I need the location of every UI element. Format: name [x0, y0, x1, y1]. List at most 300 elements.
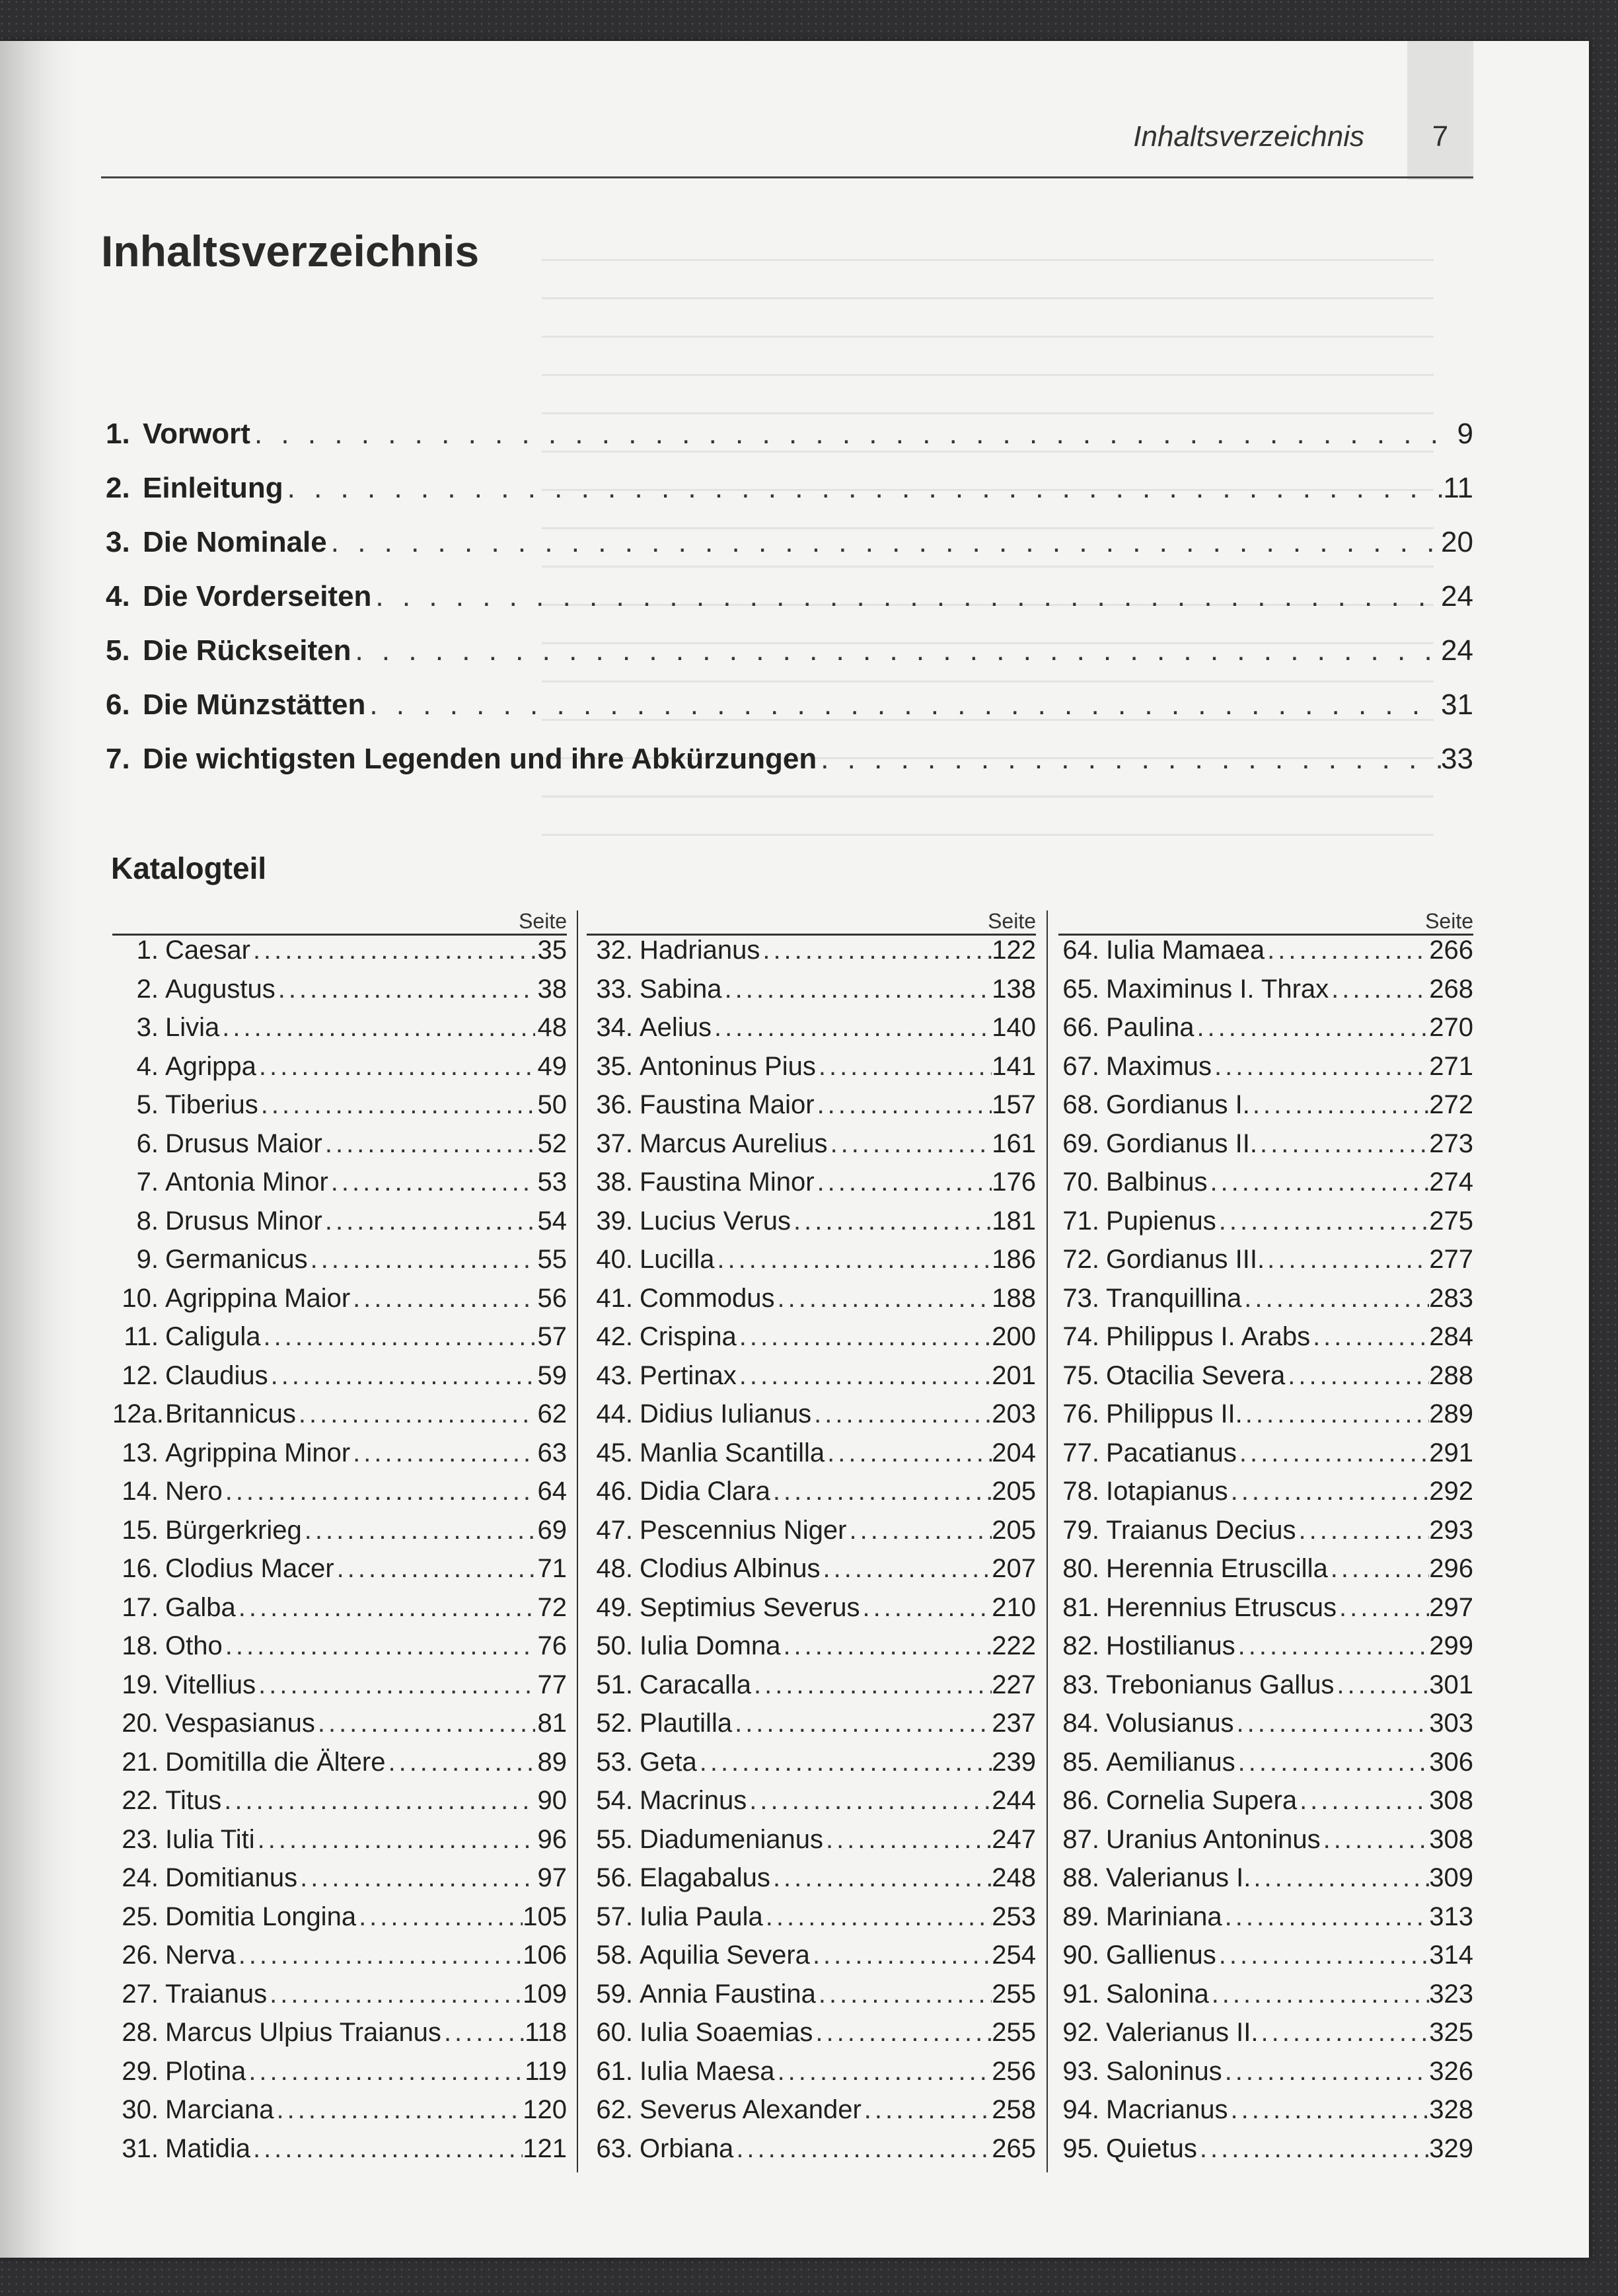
catalog-entry-page: 55: [537, 1245, 567, 1274]
page-number: 7: [1432, 120, 1449, 153]
catalog-entry-page: 299: [1429, 1631, 1473, 1660]
catalog-entry-name: Iulia Soaemias: [640, 2018, 813, 2047]
catalog-entry-name: Drusus Maior: [165, 1129, 322, 1158]
catalog-entry: [112, 1902, 567, 1941]
leader-dots: [1228, 1477, 1430, 1506]
catalog-entry: [112, 975, 567, 1014]
catalog-column-1: [112, 905, 567, 2174]
catalog-entry-page: 306: [1429, 1747, 1473, 1777]
catalog-entry-name: Traianus Decius: [1106, 1515, 1296, 1545]
catalog-entry-number: 32.: [596, 936, 633, 965]
leader-dots: [1337, 1593, 1429, 1623]
catalog-entry-page: 255: [992, 1979, 1036, 2009]
toc-title: Inhaltsverzeichnis: [101, 227, 480, 276]
catalog-entry: [1058, 975, 1473, 1014]
catalog-entry: [587, 1052, 1036, 1091]
catalog-entry-page: 271: [1429, 1051, 1473, 1081]
toc-entry: [106, 634, 1473, 688]
catalog-entry-page: 265: [992, 2133, 1036, 2163]
catalog-entry-page: 140: [992, 1013, 1036, 1042]
catalog-entry: [587, 1631, 1036, 1670]
catalog-entry-name: Macrianus: [1106, 2095, 1228, 2124]
column-separator: [577, 910, 578, 2172]
catalog-entry-page: 323: [1429, 1979, 1473, 2009]
catalog-entry-page: 69: [537, 1515, 567, 1545]
leader-dots: [722, 975, 992, 1004]
catalog-entry-name: Antoninus Pius: [640, 1051, 816, 1081]
catalog-entry-number: 63.: [596, 2133, 633, 2163]
catalog-entry-page: 157: [992, 1090, 1036, 1119]
leader-dots: [1259, 2018, 1430, 2048]
catalog-entry-page: 122: [992, 936, 1036, 965]
leader-dots: [1235, 1631, 1430, 1661]
catalog-entry: [587, 975, 1036, 1014]
catalog-entry: [1058, 1593, 1473, 1632]
catalog-entry-number: 70.: [1062, 1167, 1099, 1197]
catalog-entry: [1058, 936, 1473, 975]
catalog-entry-page: 204: [992, 1438, 1036, 1467]
catalog-entry-number: 19.: [122, 1670, 159, 1699]
catalog-entry-number: 77.: [1062, 1438, 1099, 1467]
leader-dots: [256, 1052, 535, 1082]
leader-dots: [770, 1863, 992, 1893]
catalog-entry-page: 273: [1429, 1129, 1473, 1158]
catalog-entry: [112, 1554, 567, 1593]
catalog-entry-name: Balbinus: [1106, 1167, 1208, 1197]
catalog-entry-name: Severus Alexander: [640, 2095, 862, 2124]
catalog-entry: [587, 1438, 1036, 1477]
catalog-entry: [1058, 1516, 1473, 1555]
toc-entry-title: Einleitung: [143, 472, 283, 504]
leader-dots: [296, 1399, 535, 1429]
catalog-entry: [112, 2134, 567, 2173]
catalog-entry-name: Claudius: [165, 1360, 268, 1390]
leader-dots: [268, 1361, 535, 1391]
catalog-entry: [587, 2134, 1036, 2173]
catalog-entry-number: 38.: [596, 1167, 633, 1197]
leader-dots: [847, 1516, 992, 1545]
catalog-entry: [112, 1670, 567, 1709]
leader-dots: [1228, 2095, 1430, 2125]
leader-dots: [327, 526, 1441, 559]
catalog-entry-number: 25.: [122, 1902, 159, 1931]
catalog-entry: [1058, 2134, 1473, 2173]
catalog-entry-name: Aquilia Severa: [640, 1941, 810, 1970]
catalog-entry: [1058, 1748, 1473, 1787]
leader-dots: [302, 1516, 535, 1545]
toc-entry-page: 33: [1441, 743, 1473, 775]
catalog-entry-name: Philippus II.: [1106, 1399, 1243, 1428]
leader-dots: [817, 743, 1441, 776]
catalog-entry-name: Tranquillina: [1106, 1283, 1242, 1313]
book-spine-shadow: [0, 41, 79, 2258]
catalog-entry-name: Galba: [165, 1592, 236, 1622]
catalog-entry-page: 54: [537, 1206, 567, 1236]
catalog-entry: [587, 1477, 1036, 1516]
catalog-entry: [112, 1593, 567, 1632]
catalog-entry-page: 248: [992, 1863, 1036, 1892]
leader-dots: [815, 1090, 992, 1120]
catalog-entry-number: 88.: [1062, 1863, 1099, 1892]
catalog-entry-name: Domitia Longina: [165, 1902, 357, 1931]
catalog-entry-name: Clodius Macer: [165, 1554, 334, 1583]
catalog-entry-page: 105: [523, 1902, 567, 1931]
leader-dots: [697, 1748, 992, 1777]
catalog-entry-number: 89.: [1062, 1902, 1099, 1931]
catalog-entry: [587, 2018, 1036, 2057]
leader-dots: [714, 1245, 992, 1275]
leader-dots: [308, 1245, 535, 1275]
catalog-entry-page: 53: [537, 1167, 567, 1197]
leader-dots: [813, 2018, 992, 2048]
catalog-entry-name: Agrippina Minor: [165, 1438, 351, 1467]
catalog-entry-name: Nero: [165, 1477, 223, 1506]
catalog-entry: [112, 1167, 567, 1206]
toc-entry: [106, 418, 1473, 472]
catalog-entry-page: 284: [1429, 1322, 1473, 1351]
catalog-entry-name: Herennius Etruscus: [1106, 1592, 1337, 1622]
catalog-entry-number: 62.: [596, 2095, 633, 2124]
catalog-entry-number: 46.: [596, 1477, 633, 1506]
catalog-entry-number: 1.: [136, 936, 159, 965]
catalog-entry-name: Salonina: [1106, 1979, 1209, 2009]
catalog-entry-page: 222: [992, 1631, 1036, 1660]
catalog-entry-number: 29.: [122, 2056, 159, 2086]
leader-dots: [1237, 1438, 1429, 1468]
catalog-entry-name: Maximinus I. Thrax: [1106, 974, 1329, 1004]
catalog-entry-name: Gordianus III.: [1106, 1245, 1265, 1274]
catalog-entry-page: 96: [537, 1824, 567, 1854]
toc-entry-page: 20: [1441, 526, 1473, 558]
catalog-entry-number: 95.: [1062, 2133, 1099, 2163]
catalog-entry: [1058, 2018, 1473, 2057]
leader-dots: [1241, 1284, 1429, 1314]
catalog-entry-number: 76.: [1062, 1399, 1099, 1428]
catalog-entry-page: 188: [992, 1283, 1036, 1313]
leader-dots: [365, 688, 1441, 722]
catalog-entry-name: Gallienus: [1106, 1941, 1216, 1970]
catalog-entry-page: 200: [992, 1322, 1036, 1351]
leader-dots: [255, 1825, 535, 1855]
catalog-entry-name: Iulia Paula: [640, 1902, 763, 1931]
leader-dots: [1251, 1863, 1429, 1893]
catalog-entry: [587, 1748, 1036, 1787]
page-tab: [1407, 41, 1473, 180]
catalog-entry-number: 74.: [1062, 1322, 1099, 1351]
leader-dots: [860, 1593, 992, 1623]
catalog-entry-number: 75.: [1062, 1360, 1099, 1390]
catalog-entry-name: Gordianus II.: [1106, 1129, 1258, 1158]
catalog-entry-number: 64.: [1062, 936, 1099, 965]
catalog-entry-name: Tiberius: [165, 1090, 258, 1119]
catalog-entry-name: Plotina: [165, 2056, 246, 2086]
catalog-entry: [112, 1709, 567, 1748]
catalog-entry-name: Drusus Minor: [165, 1206, 322, 1236]
catalog-entry-page: 293: [1429, 1515, 1473, 1545]
catalog-entry-name: Plautilla: [640, 1709, 733, 1738]
catalog-entry-number: 83.: [1062, 1670, 1099, 1699]
leader-dots: [1257, 1129, 1429, 1159]
catalog-entry-number: 87.: [1062, 1824, 1099, 1854]
catalog-entry-page: 275: [1429, 1206, 1473, 1236]
catalog-entry-page: 38: [537, 974, 567, 1004]
toc-entry: [106, 743, 1473, 797]
catalog-entry-number: 42.: [596, 1322, 633, 1351]
book-page: [0, 41, 1589, 2258]
catalog-entry: [587, 1206, 1036, 1245]
catalog-entry-name: Pertinax: [640, 1360, 737, 1390]
catalog-entry-page: 59: [537, 1360, 567, 1390]
catalog-entry-page: 283: [1429, 1283, 1473, 1313]
catalog-entry: [112, 1438, 567, 1477]
catalog-entry-name: Lucilla: [640, 1245, 715, 1274]
catalog-entry: [112, 1748, 567, 1787]
catalog-entry: [587, 1167, 1036, 1206]
catalog-entry-name: Valerianus II.: [1106, 2018, 1259, 2047]
catalog-entry-page: 227: [992, 1670, 1036, 1699]
toc-entry-page: 31: [1441, 688, 1473, 721]
catalog-entry: [1058, 1129, 1473, 1168]
catalog-entry-name: Maximus: [1106, 1051, 1212, 1081]
leader-dots: [250, 2134, 523, 2164]
leader-dots: [258, 1090, 535, 1120]
catalog-entry-page: 239: [992, 1747, 1036, 1777]
catalog-entry-number: 43.: [596, 1360, 633, 1390]
leader-dots: [1222, 2057, 1430, 2087]
leader-dots: [315, 1709, 535, 1738]
toc-entry-number: 1.: [106, 418, 130, 450]
catalog-entry-number: 6.: [136, 1129, 159, 1158]
leader-dots: [825, 1438, 992, 1468]
catalog-entry-number: 58.: [596, 1941, 633, 1970]
leader-dots: [350, 1438, 535, 1468]
catalog-entry-page: 277: [1429, 1245, 1473, 1274]
catalog-entry: [587, 1322, 1036, 1361]
catalog-entry-name: Trebonianus Gallus: [1106, 1670, 1335, 1699]
toc-entry-number: 2.: [106, 472, 130, 504]
catalog-entry-number: 71.: [1062, 1206, 1099, 1236]
catalog-entry-name: Pacatianus: [1106, 1438, 1237, 1467]
toc-entry-number: 4.: [106, 580, 130, 612]
leader-dots: [267, 1980, 523, 2009]
leader-dots: [261, 1322, 535, 1352]
catalog-entry-page: 138: [992, 974, 1036, 1004]
catalog-entry: [112, 1863, 567, 1902]
toc-entry-page: 24: [1441, 634, 1473, 667]
catalog-entry: [112, 936, 567, 975]
catalog-entry-page: 268: [1429, 974, 1473, 1004]
catalog-entry: [1058, 2057, 1473, 2096]
catalog-entry-page: 247: [992, 1824, 1036, 1854]
catalog-entry: [112, 1516, 567, 1555]
leader-dots: [1296, 1516, 1430, 1545]
leader-dots: [821, 1554, 992, 1584]
catalog-entry-number: 30.: [122, 2095, 159, 2124]
leader-dots: [775, 2057, 992, 2087]
catalog-entry-number: 28.: [122, 2018, 159, 2047]
catalog-entry-number: 73.: [1062, 1283, 1099, 1313]
catalog-entry-name: Britannicus: [165, 1399, 296, 1428]
catalog-entry-number: 9.: [136, 1245, 159, 1274]
catalog-entry-name: Livia: [165, 1013, 220, 1042]
leader-dots: [371, 580, 1441, 613]
catalog-entry-name: Augustus: [165, 974, 276, 1004]
catalog-entry-name: Septimius Severus: [640, 1592, 860, 1622]
catalog-entry-number: 8.: [136, 1206, 159, 1236]
catalog-entry: [112, 1090, 567, 1129]
leader-dots: [322, 1129, 535, 1159]
catalog-entry: [587, 1516, 1036, 1555]
catalog-entry: [112, 2018, 567, 2057]
catalog-entry-number: 2.: [136, 974, 159, 1004]
catalog-entry-page: 62: [537, 1399, 567, 1428]
catalog-entry-number: 85.: [1062, 1747, 1099, 1777]
catalog-entry-number: 15.: [122, 1515, 159, 1545]
catalog-entry-page: 292: [1429, 1477, 1473, 1506]
leader-dots: [791, 1206, 992, 1236]
catalog-entry-page: 308: [1429, 1824, 1473, 1854]
catalog-entry: [587, 1090, 1036, 1129]
catalog-entry-name: Otho: [165, 1631, 223, 1660]
catalog-entry: [587, 1786, 1036, 1825]
leader-dots: [760, 936, 992, 965]
catalog-entry-name: Manlia Scantilla: [640, 1438, 825, 1467]
catalog-entry-number: 10.: [122, 1283, 159, 1313]
leader-dots: [1216, 1206, 1429, 1236]
catalog-entry-number: 66.: [1062, 1013, 1099, 1042]
catalog-entry-name: Traianus: [165, 1979, 268, 2009]
catalog-entry-name: Didius Iulianus: [640, 1399, 812, 1428]
catalog-entry: [112, 2057, 567, 2096]
catalog-entry: [587, 1941, 1036, 1980]
catalog-entry-number: 72.: [1062, 1245, 1099, 1274]
leader-dots: [1265, 936, 1429, 965]
catalog-entry-page: 72: [537, 1592, 567, 1622]
catalog-entry: [587, 1863, 1036, 1902]
catalog-entry-number: 17.: [122, 1592, 159, 1622]
catalog-entry-number: 21.: [122, 1747, 159, 1777]
catalog-entry-name: Orbiana: [640, 2133, 734, 2163]
catalog-entry-name: Iulia Titi: [165, 1824, 255, 1854]
catalog-entry-page: 161: [992, 1129, 1036, 1158]
catalog-entry: [587, 1284, 1036, 1323]
toc-entry-title: Die Rückseiten: [143, 634, 351, 667]
catalog-entry-page: 121: [523, 2133, 567, 2163]
catalog-title: Katalogteil: [111, 851, 267, 885]
leader-dots: [1197, 2134, 1429, 2164]
catalog-entry-name: Didia Clara: [640, 1477, 770, 1506]
catalog-entry-page: 289: [1429, 1399, 1473, 1428]
catalog-entry: [1058, 1631, 1473, 1670]
catalog-entry-page: 297: [1429, 1592, 1473, 1622]
catalog-entry-name: Quietus: [1106, 2133, 1197, 2163]
catalog-entry-number: 4.: [136, 1051, 159, 1081]
catalog-entry-name: Philippus I. Arabs: [1106, 1322, 1311, 1351]
toc-entry-number: 6.: [106, 688, 130, 721]
catalog-entry-page: 309: [1429, 1863, 1473, 1892]
leader-dots: [250, 936, 535, 965]
catalog-entry-name: Matidia: [165, 2133, 250, 2163]
catalog-entry-number: 3.: [136, 1013, 159, 1042]
catalog-entry-page: 329: [1429, 2133, 1473, 2163]
running-head: Inhaltsverzeichnis: [1133, 120, 1364, 153]
catalog-entry-page: 50: [537, 1090, 567, 1119]
catalog-entry: [1058, 1052, 1473, 1091]
catalog-entry: [587, 2057, 1036, 2096]
catalog-entry: [587, 1361, 1036, 1400]
catalog-entry-page: 181: [992, 1206, 1036, 1236]
catalog-entry-name: Clodius Albinus: [640, 1554, 821, 1583]
catalog-entry-page: 255: [992, 2018, 1036, 2047]
catalog-entry-name: Valerianus I.: [1106, 1863, 1251, 1892]
catalog-entry-page: 253: [992, 1902, 1036, 1931]
catalog-entry-page: 205: [992, 1515, 1036, 1545]
leader-dots: [276, 975, 535, 1004]
catalog-entry: [1058, 1902, 1473, 1941]
catalog-entry-name: Vespasianus: [165, 1709, 315, 1738]
catalog-entry-name: Cornelia Supera: [1106, 1786, 1298, 1815]
leader-dots: [322, 1206, 535, 1236]
catalog-entry-number: 81.: [1062, 1592, 1099, 1622]
catalog-entry-number: 41.: [596, 1283, 633, 1313]
catalog-entry: [1058, 1863, 1473, 1902]
catalog-entry-page: 120: [523, 2095, 567, 2124]
catalog-entry-name: Sabina: [640, 974, 722, 1004]
catalog-entry-number: 12.: [122, 1360, 159, 1390]
leader-dots: [1212, 1052, 1429, 1082]
catalog-entry-page: 313: [1429, 1902, 1473, 1931]
catalog-entry: [112, 1322, 567, 1361]
catalog-entry-page: 266: [1429, 936, 1473, 965]
toc-entry-page: 24: [1441, 580, 1473, 612]
catalog-entry-page: 81: [537, 1709, 567, 1738]
leader-dots: [256, 1670, 535, 1700]
catalog-entry-number: 91.: [1062, 1979, 1099, 2009]
catalog-entry: [1058, 1477, 1473, 1516]
catalog-entry: [587, 1129, 1036, 1168]
toc-entry-number: 5.: [106, 634, 130, 667]
catalog-entry: [112, 1245, 567, 1284]
catalog-entry-name: Germanicus: [165, 1245, 308, 1274]
catalog-column-2: [587, 905, 1036, 2174]
leader-dots: [751, 1670, 992, 1700]
catalog-entry: [1058, 1090, 1473, 1129]
catalog-entry-name: Volusianus: [1106, 1709, 1234, 1738]
leader-dots: [1321, 1825, 1430, 1855]
catalog-entry: [112, 1129, 567, 1168]
catalog-entry-number: 35.: [596, 1051, 633, 1081]
leader-dots: [780, 1631, 992, 1661]
leader-dots: [811, 1399, 992, 1429]
catalog-entry-number: 92.: [1062, 2018, 1099, 2047]
catalog-entry: [1058, 1554, 1473, 1593]
toc-entry-title: Die Nominale: [143, 526, 327, 558]
leader-dots: [770, 1477, 992, 1506]
toc-entry-number: 7.: [106, 743, 130, 775]
leader-dots: [250, 418, 1457, 451]
catalog-entry-number: 12a.: [112, 1399, 164, 1428]
catalog-entry-page: 291: [1429, 1438, 1473, 1467]
column-header: Seite: [112, 905, 567, 936]
catalog-entry-number: 33.: [596, 974, 633, 1004]
catalog-entry-number: 7.: [136, 1167, 159, 1197]
catalog-entry-name: Vitellius: [165, 1670, 256, 1699]
catalog-entry: [112, 1631, 567, 1670]
leader-dots: [862, 2095, 992, 2125]
catalog-entry-number: 13.: [122, 1438, 159, 1467]
catalog-entry-number: 51.: [596, 1670, 633, 1699]
catalog-entry-number: 94.: [1062, 2095, 1099, 2124]
